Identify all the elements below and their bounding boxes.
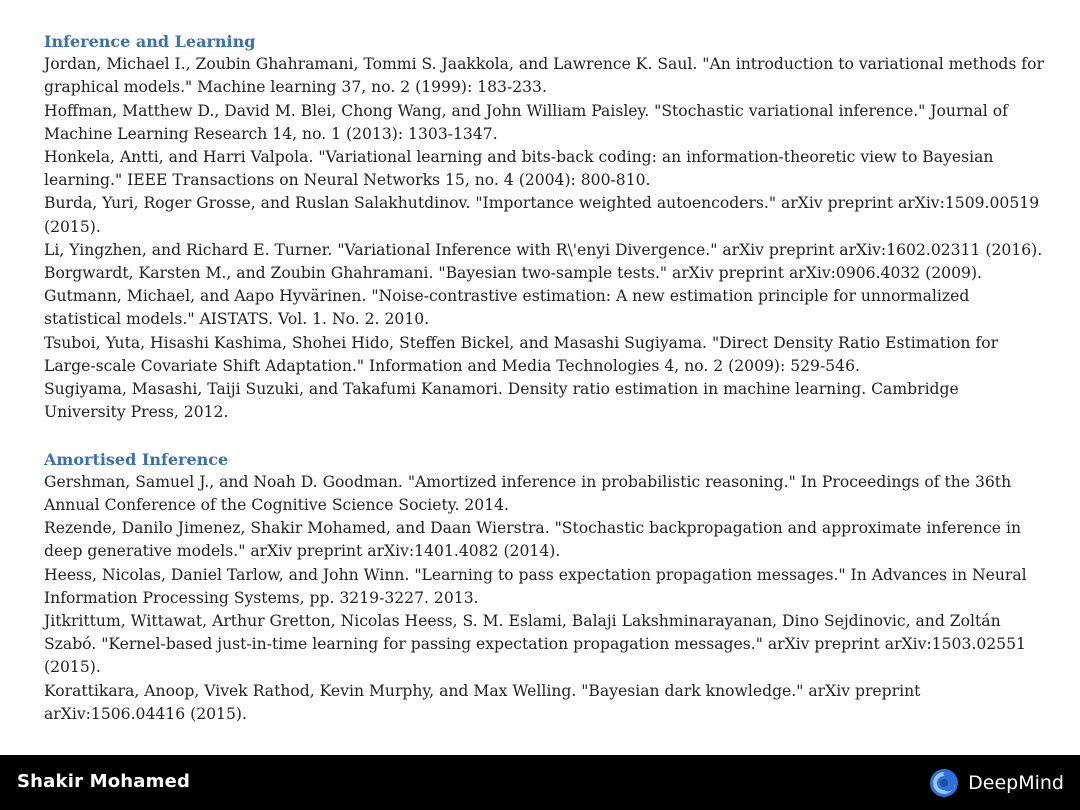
- reference-item: Borgwardt, Karsten M., and Zoubin Ghahramani. "Bayesian two-sample tests." arXiv preprint arXiv:0906.4032 (2009).: [44, 264, 982, 283]
- reference-item: Korattikara, Anoop, Vivek Rathod, Kevin Murphy, and Max Welling. "Bayesian dark knowledge." arXiv preprint arXiv:1506.04416 (2015).: [44, 681, 921, 723]
- author-name: Shakir Mohamed: [17, 771, 191, 792]
- section-title: Inference and Learning: [44, 32, 256, 51]
- brand-name: DeepMind: [968, 772, 1064, 794]
- reference-item: Sugiyama, Masashi, Taiji Suzuki, and Takafumi Kanamori. Density ratio estimation in machine learning. Cambridge University Press, 2012.: [44, 380, 959, 422]
- reference-item: Jitkrittum, Wittawat, Arthur Gretton, Nicolas Heess, S. M. Eslami, Balaji Lakshminarayanan, Dino Sejdinovic, and Zoltán Szabó. "Kernel-based just-in-time learning for passing expectation propagation messages." arXiv preprint arXiv:1503.02551 (2015).: [44, 612, 1026, 677]
- reference-item: Burda, Yuri, Roger Grosse, and Ruslan Salakhutdinov. "Importance weighted autoencoders." arXiv preprint arXiv:1509.00519 (2015).: [44, 194, 1040, 236]
- section-amortised-inference: [44, 448, 1044, 726]
- reference-item: Jordan, Michael I., Zoubin Ghahramani, Tommi S. Jaakkola, and Lawrence K. Saul. "An introduction to variational methods for graphical models." Machine learning 37, no. 2 (1999): 183-233.: [44, 55, 1044, 97]
- section-inference-learning: [44, 30, 1044, 424]
- section-title: Amortised Inference: [44, 449, 229, 469]
- brand-logo: [928, 767, 1064, 799]
- reference-item: Honkela, Antti, and Harri Valpola. "Variational learning and bits-back coding: an information-theoretic view to Bayesian learning." IEEE Transactions on Neural Networks 15, no. 4 (2004): 800-810.: [44, 148, 994, 190]
- reference-item: Heess, Nicolas, Daniel Tarlow, and John Winn. "Learning to pass expectation propagation messages." In Advances in Neural Information Processing Systems, pp. 3219-3227. 2013.: [44, 565, 1027, 607]
- reference-item: Gershman, Samuel J., and Noah D. Goodman. "Amortized inference in probabilistic reasoning." In Proceedings of the 36th Annual Conference of the Cognitive Science Society. 2014.: [44, 472, 1012, 515]
- reference-item: Rezende, Danilo Jimenez, Shakir Mohamed, and Daan Wierstra. "Stochastic backpropagation and approximate inference in deep generative models." arXiv preprint arXiv:1401.4082 (2014).: [44, 519, 1022, 561]
- section-spacer: [44, 424, 1044, 447]
- reference-item: Li, Yingzhen, and Richard E. Turner. "Variational Inference with R\'enyi Divergence." arXiv preprint arXiv:1602.02311 (2016).: [44, 240, 1043, 259]
- deepmind-logo-icon: [928, 767, 960, 799]
- reference-item: Hoffman, Matthew D., David M. Blei, Chong Wang, and John William Paisley. "Stochastic variational inference." Journal of Machine Learning Research 14, no. 1 (2013): 1303-1347.: [44, 101, 1008, 143]
- footer-bar: [0, 755, 1080, 810]
- reference-item: Tsuboi, Yuta, Hisashi Kashima, Shohei Hido, Steffen Bickel, and Masashi Sugiyama. "Direct Density Ratio Estimation for Large-scale Covariate Shift Adaptation." Information and Media Technologies 4, no. 2 (2009): 529-546.: [44, 333, 999, 375]
- reference-item: Gutmann, Michael, and Aapo Hyvärinen. "Noise-contrastive estimation: A new estimation principle for unnormalized statistical models." AISTATS. Vol. 1. No. 2. 2010.: [44, 287, 970, 329]
- references-content: [44, 30, 1044, 726]
